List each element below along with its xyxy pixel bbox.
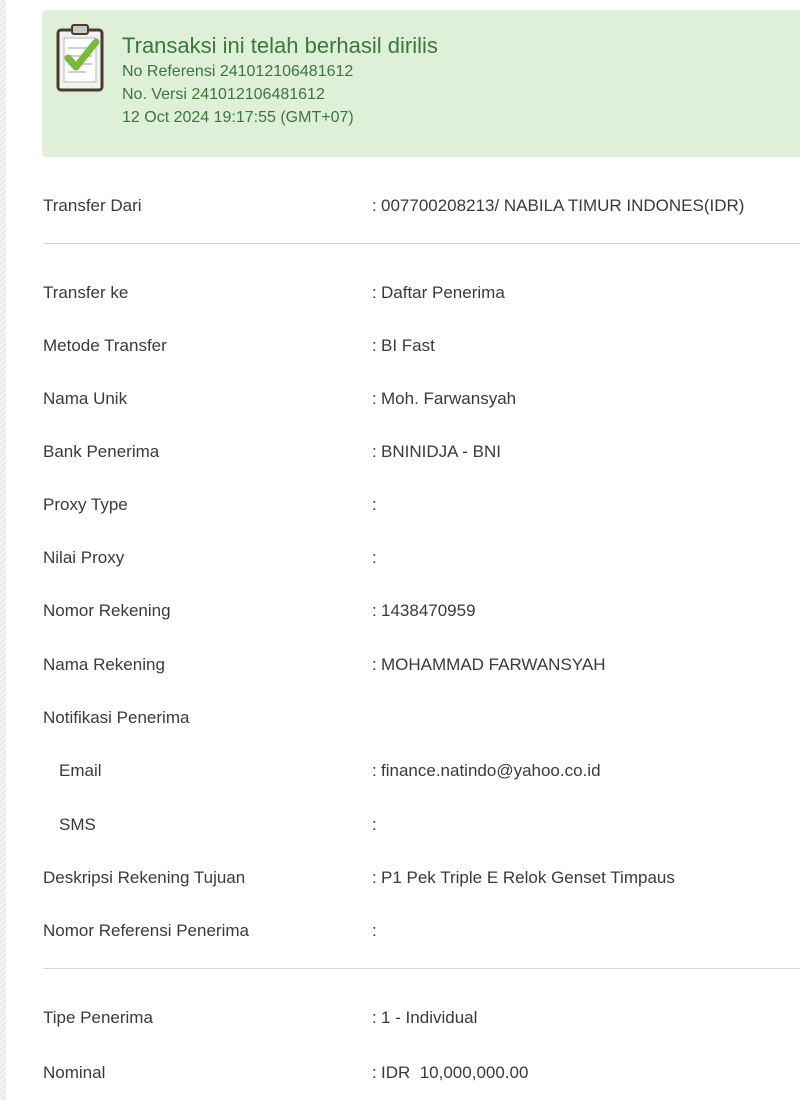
value-nominal: IDR 10,000,000.00: [381, 1063, 529, 1082]
separator: :: [372, 389, 377, 408]
value-metode-transfer: BI Fast: [381, 336, 435, 355]
row-metode-transfer: [0, 326, 800, 366]
row-proxy-type: [0, 485, 800, 525]
clipboard-check-icon: [56, 22, 104, 92]
success-banner: [42, 10, 800, 157]
label-proxy-type: Proxy Type: [43, 495, 128, 514]
separator: :: [372, 336, 377, 355]
separator: :: [372, 761, 377, 780]
row-nama-rekening: [0, 645, 800, 685]
reference-number: No Referensi 241012106481612: [122, 63, 354, 80]
label-metode-transfer: Metode Transfer: [43, 336, 167, 355]
label-nama-rekening: Nama Rekening: [43, 655, 165, 674]
label-sms: SMS: [59, 815, 96, 834]
value-transfer-dari: 007700208213/ NABILA TIMUR INDONES(IDR): [381, 196, 745, 215]
label-transfer-dari: Transfer Dari: [43, 196, 142, 215]
row-bank-penerima: [0, 432, 800, 472]
version-number: No. Versi 241012106481612: [122, 86, 325, 103]
row-nomor-rekening: [0, 591, 800, 631]
value-nama-unik: Moh. Farwansyah: [381, 389, 517, 408]
section-divider: [43, 968, 800, 969]
value-bank-penerima: BNINIDJA - BNI: [381, 442, 501, 461]
label-email: Email: [59, 761, 102, 780]
label-nilai-proxy: Nilai Proxy: [43, 548, 125, 567]
label-nomor-rekening: Nomor Rekening: [43, 601, 171, 620]
separator: :: [372, 655, 377, 674]
separator: :: [372, 921, 377, 940]
separator: :: [372, 283, 377, 302]
separator: :: [372, 495, 377, 514]
separator: :: [372, 1063, 377, 1082]
label-tipe-penerima: Tipe Penerima: [43, 1008, 153, 1027]
row-nominal: [0, 1053, 800, 1093]
section-divider: [43, 243, 800, 244]
separator: :: [372, 548, 377, 567]
row-nilai-proxy: [0, 538, 800, 578]
separator: :: [372, 601, 377, 620]
label-nomor-referensi-penerima: Nomor Referensi Penerima: [43, 921, 249, 940]
separator: :: [372, 442, 377, 461]
row-transfer-ke: [0, 273, 800, 313]
value-nama-rekening: MOHAMMAD FARWANSYAH: [381, 655, 606, 674]
label-nama-unik: Nama Unik: [43, 389, 128, 408]
banner-title: Transaksi ini telah berhasil dirilis: [122, 33, 438, 58]
label-deskripsi-rekening-tujuan: Deskripsi Rekening Tujuan: [43, 868, 246, 887]
separator: :: [372, 868, 377, 887]
separator: :: [372, 1008, 377, 1027]
value-deskripsi-rekening-tujuan: P1 Pek Triple E Relok Genset Timpaus: [381, 868, 675, 887]
row-deskripsi-rekening-tujuan: [0, 858, 800, 898]
value-tipe-penerima: 1 - Individual: [381, 1008, 478, 1027]
value-transfer-ke: Daftar Penerima: [381, 283, 505, 302]
value-email: finance.natindo@yahoo.co.id: [381, 761, 601, 780]
row-email: [0, 751, 800, 791]
row-transfer-dari: [0, 186, 800, 226]
label-nominal: Nominal: [43, 1063, 106, 1082]
row-tipe-penerima: [0, 998, 800, 1038]
row-notifikasi-penerima: [0, 698, 800, 738]
separator: :: [372, 815, 377, 834]
label-transfer-ke: Transfer ke: [43, 283, 129, 302]
transaction-timestamp: 12 Oct 2024 19:17:55 (GMT+07): [122, 109, 354, 126]
label-bank-penerima: Bank Penerima: [43, 442, 160, 461]
row-nomor-referensi-penerima: [0, 911, 800, 951]
row-nama-unik: [0, 379, 800, 419]
banner-text: [122, 32, 438, 129]
row-sms: [0, 805, 800, 845]
label-notifikasi-penerima: Notifikasi Penerima: [43, 708, 190, 727]
separator: :: [372, 196, 377, 215]
value-nomor-rekening: 1438470959: [381, 601, 476, 620]
